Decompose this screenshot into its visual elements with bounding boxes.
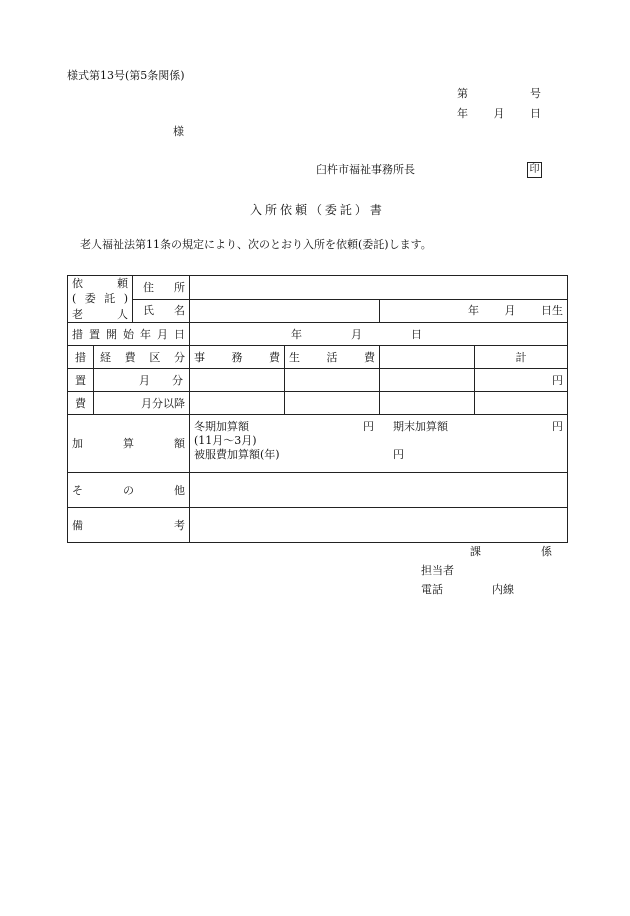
remarks-field[interactable] — [190, 508, 568, 543]
winter-unit: 円 — [363, 420, 374, 433]
monthly-office-field[interactable] — [190, 369, 285, 392]
monthly-total-field[interactable]: 円 — [475, 369, 568, 392]
after-row — [68, 392, 568, 415]
surcharge-row — [68, 415, 568, 473]
cost-label-3: 費 — [68, 392, 94, 415]
after-living-field[interactable] — [285, 392, 380, 415]
other-label: そ の 他 — [68, 473, 190, 508]
client-label: 依 頼 ( 委 託 ) 老 人 住 所 氏 名 — [68, 276, 190, 323]
extension-label: 内線 — [492, 583, 514, 596]
document-number: 第 号 — [457, 87, 541, 100]
clothing-label: 被服費加算額(年) — [194, 448, 280, 461]
living-cost-header: 生 活 費 — [285, 346, 380, 369]
surcharge-field[interactable] — [190, 415, 568, 473]
surcharge-label: 加 算 額 — [68, 415, 190, 473]
document-date: 年 月 日 — [457, 107, 541, 120]
name-field[interactable] — [190, 299, 380, 323]
person-in-charge-label: 担当者 — [421, 564, 454, 577]
after-office-field[interactable] — [190, 392, 285, 415]
address-field[interactable] — [190, 276, 568, 300]
issuer-name: 臼杵市福祉事務所長 — [316, 163, 415, 176]
request-form-table — [67, 275, 568, 543]
cost-header-row — [68, 346, 568, 369]
total-header: 計 — [475, 346, 568, 369]
birth-date-field[interactable]: 年 月 日生 — [380, 299, 568, 323]
remarks-label: 備 考 — [68, 508, 190, 543]
cost-label-1: 措 — [68, 346, 94, 369]
term-end-label: 期末加算額 — [393, 420, 448, 433]
after-label: 月分以降 — [94, 392, 190, 415]
remarks-row — [68, 508, 568, 543]
addressee-suffix: 様 — [173, 125, 184, 138]
seal-stamp: 印 — [527, 162, 542, 178]
start-date-label: 措 置 開 始 年 月 日 — [68, 323, 190, 346]
after-blank-field[interactable] — [380, 392, 475, 415]
office-cost-header: 事 務 費 — [190, 346, 285, 369]
monthly-label: 月 分 — [94, 369, 190, 392]
winter-label: 冬期加算額 — [194, 420, 249, 433]
address-label: 住 所 — [133, 276, 189, 300]
term-end-unit: 円 — [552, 420, 563, 433]
monthly-living-field[interactable] — [285, 369, 380, 392]
clothing-unit: 円 — [393, 448, 404, 461]
start-date-field[interactable]: 年 月 日 — [190, 323, 568, 346]
after-total-field[interactable] — [475, 392, 568, 415]
phone-label: 電話 — [421, 583, 443, 596]
intro-text: 老人福祉法第11条の規定により、次のとおり入所を依頼(委託)します。 — [80, 238, 432, 251]
other-row — [68, 473, 568, 508]
section-label: 課 係 — [470, 545, 552, 558]
address-row — [68, 276, 568, 300]
cost-category-label: 経 費 区 分 — [94, 346, 190, 369]
start-date-row — [68, 323, 568, 346]
monthly-row — [68, 369, 568, 392]
blank-header-cell — [380, 346, 475, 369]
cost-label-2: 置 — [68, 369, 94, 392]
other-field[interactable] — [190, 473, 568, 508]
monthly-blank-field[interactable] — [380, 369, 475, 392]
winter-period: (11月～3月) — [194, 434, 257, 447]
form-number: 様式第13号(第5条関係) — [67, 69, 185, 82]
document-title: 入 所 依 頼 （ 委 託 ） 書 — [250, 203, 382, 217]
name-label: 氏 名 — [143, 304, 185, 318]
